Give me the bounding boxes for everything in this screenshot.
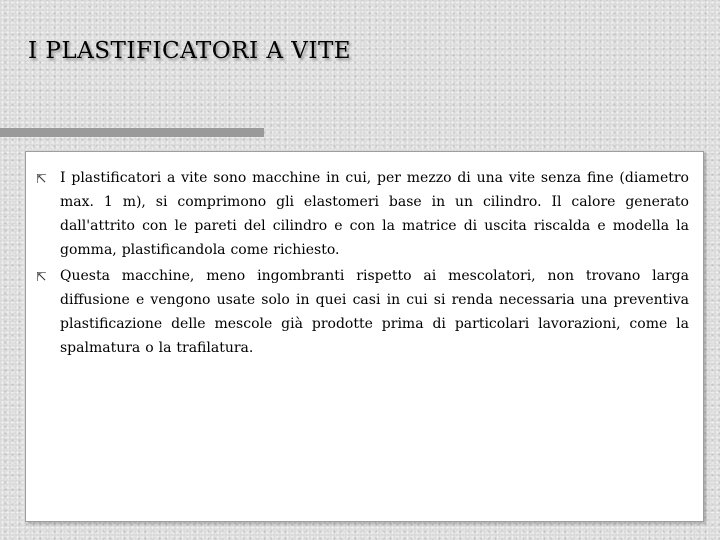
corner-arrow-icon: ⇱ bbox=[36, 172, 47, 187]
bullet-list bbox=[36, 166, 689, 360]
slide-title: I PLASTIFICATORI A VITE bbox=[28, 38, 352, 64]
content-panel bbox=[25, 151, 704, 522]
title-divider bbox=[0, 128, 264, 137]
corner-arrow-icon: ⇱ bbox=[36, 270, 47, 285]
bullet-item bbox=[36, 264, 689, 360]
bullet-item bbox=[36, 166, 689, 262]
bullet-text: Questa macchine, meno ingombranti rispetto ai mescolatori, non trovano larga diffusione e vengono usate solo in quei casi in cui si renda necessaria una preventiva plastificazione delle mescole già prodotte prima di particolari lavorazioni, come la spalmatura o la trafilatura. bbox=[60, 268, 689, 356]
bullet-text: I plastificatori a vite sono macchine in cui, per mezzo di una vite senza fine (diametro max. 1 m), si comprimono gli elastomeri base in un cilindro. Il calore generato dall'attrito con le pareti del cilindro e con la matrice di uscita riscalda e modella la gomma, plastificandola come richiesto. bbox=[60, 170, 689, 258]
